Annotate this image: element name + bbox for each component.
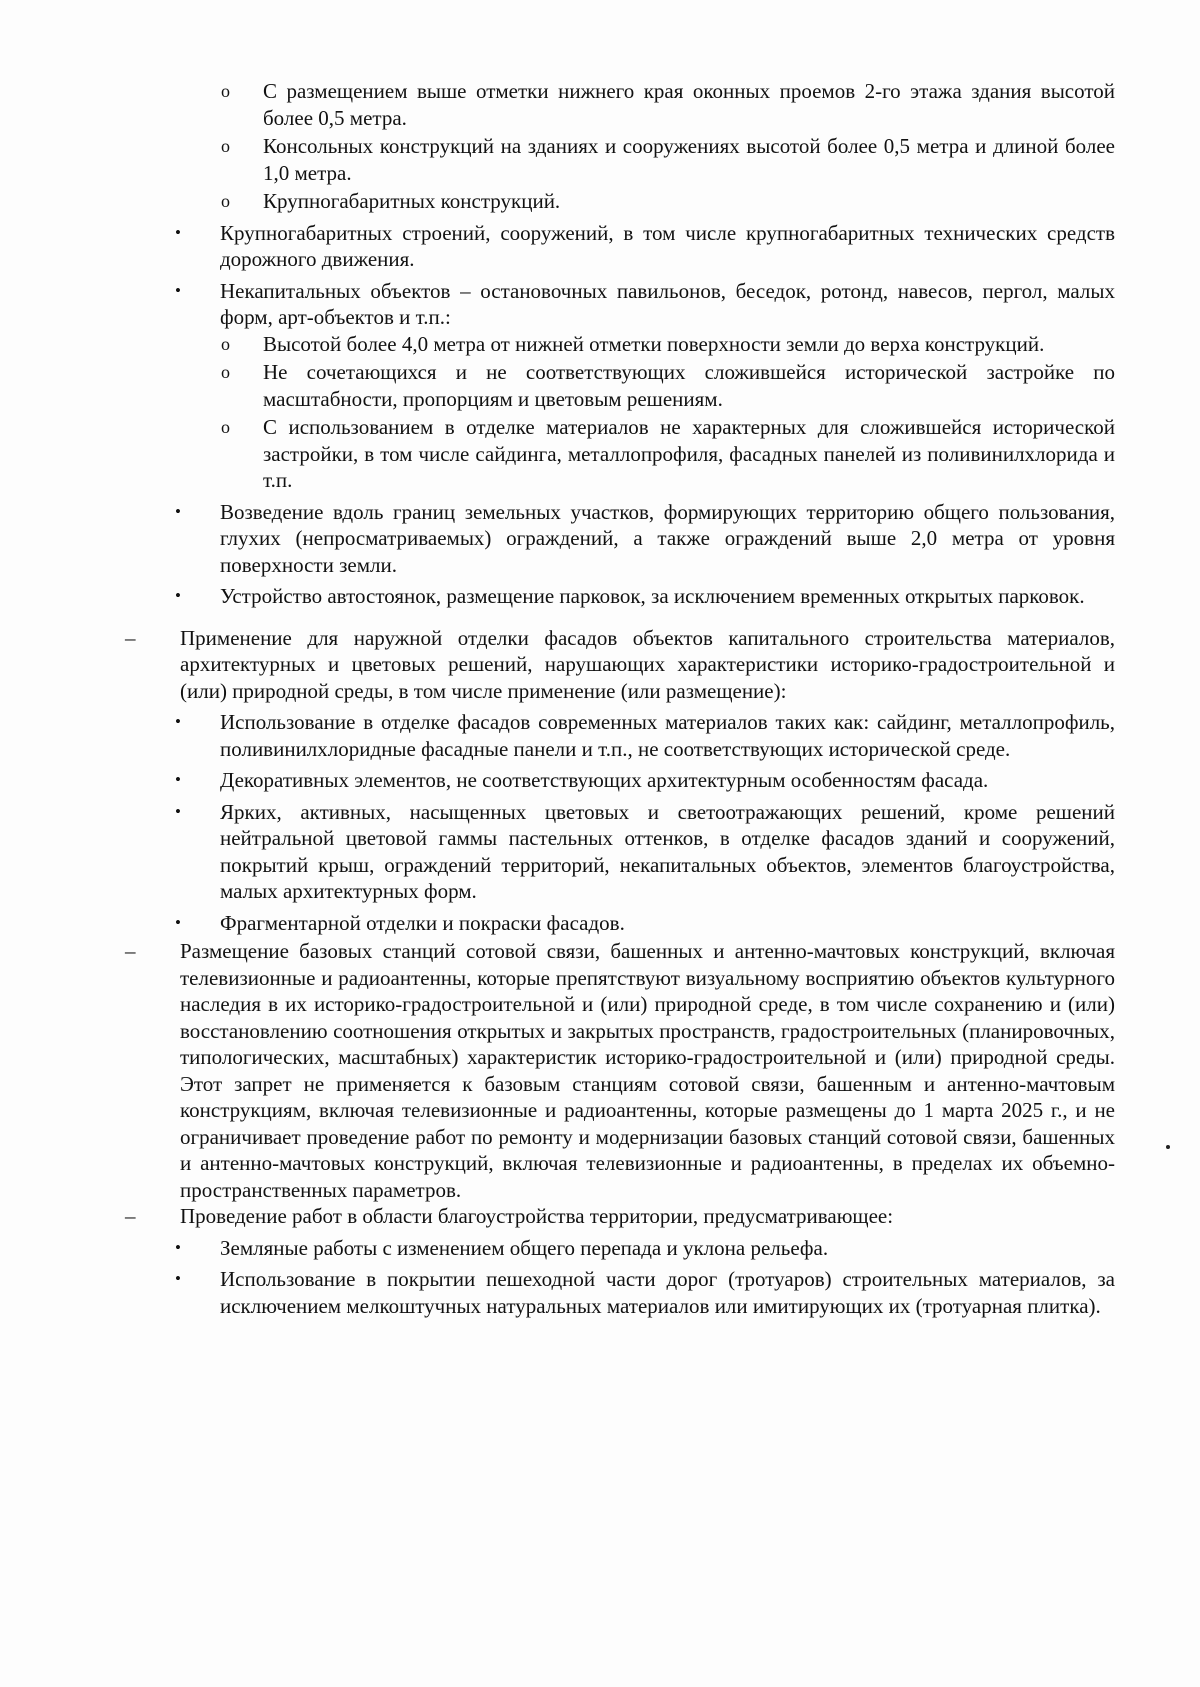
bullet-item xyxy=(125,799,1115,905)
sub-item xyxy=(125,188,1115,215)
bullet-item-text: Использование в покрытии пешеходной части дорог (тротуаров) строительных материалов, за исключением мелкоштучных натуральных материалов или имитирующих их (тротуарная плитка). xyxy=(220,1267,1115,1318)
circle-marker: o xyxy=(221,417,230,437)
sub-item-text: С размещением выше отметки нижнего края оконных проемов 2-го этажа здания высотой более 0,5 метра. xyxy=(263,79,1115,130)
bullet-marker: • xyxy=(175,712,181,731)
bullet-item-text: Ярких, активных, насыщенных цветовых и светоотражающих решений, кроме решений нейтральной цветовой гаммы пастельных оттенков, в отделке фасадов зданий и сооружений, покрытий крыш, ограждений территорий, некапитальных объектов, элементов благоустройства, малых архитектурных форм. xyxy=(220,799,1115,903)
bullet-marker: • xyxy=(175,1237,181,1257)
bullet-marker: • xyxy=(175,222,181,242)
bullet-item xyxy=(125,709,1115,762)
spacer xyxy=(125,610,1115,625)
bullet-item-text: Некапитальных объектов – остановочных павильонов, беседок, ротонд, навесов, пергол, малых форм, арт-объектов и т.п.: xyxy=(220,278,1115,329)
bullet-item-text: Земляные работы с изменением общего перепада и уклона рельефа. xyxy=(220,1235,829,1260)
bullet-item xyxy=(125,1235,1115,1262)
bullet-item-text: Возведение вдоль границ земельных участков, формирующих территорию общего пользования, глухих (непросматриваемых) ограждений, а также ограждений выше 2,0 метра от уровня поверхности земли. xyxy=(220,499,1115,577)
circle-marker: o xyxy=(221,191,230,211)
bullet-item xyxy=(125,278,1115,331)
bullet-marker: • xyxy=(175,586,181,605)
circle-marker: o xyxy=(221,81,230,101)
sub-item xyxy=(125,78,1115,131)
bullet-marker: • xyxy=(175,280,181,300)
dash-item-text: Размещение базовых станций сотовой связи, башенных и антенно-мачтовых конструкций, включая телевизионные и радиоантенны, которые препятствуют визуальному восприятию объектов культурного наследия в их историко-градостроительной и (или) природной среде, в том числе сохранению и (или) восстановлению соотношения открытых и закрытых пространств, градостроительных (планировочных, типологических, масштабных) характеристик историко-градостроительной и (или) природной среды. Этот запрет не применяется к базовым станциям сотовой связи, башенным и антенно-мачтовым конструкциям, включая телевизионные и радиоантенны, которые размещены до 1 марта 2025 г., и не ограничивает проведение работ по ремонту и модернизации базовых станций сотовой связи, башенных и антенно-мачтовых конструкций, включая телевизионные и радиоантенны, в пределах их объемно-пространственных параметров. xyxy=(180,939,1115,1202)
document-body xyxy=(125,78,1115,1319)
bullet-item xyxy=(125,910,1115,937)
sub-item xyxy=(125,359,1115,412)
bullet-item xyxy=(125,583,1115,610)
scan-speck xyxy=(1166,1145,1170,1149)
sub-item xyxy=(125,414,1115,494)
sub-item-text: Крупногабаритных конструкций. xyxy=(263,189,561,213)
dash-item xyxy=(125,625,1115,705)
bullet-item-text: Крупногабаритных строений, сооружений, в том числе крупногабаритных технических средств дорожного движения. xyxy=(220,220,1115,271)
sub-item xyxy=(125,133,1115,186)
dash-marker: – xyxy=(125,1204,136,1228)
sub-item xyxy=(125,331,1115,358)
bullet-item-text: Использование в отделке фасадов современных материалов таких как: сайдинг, металлопрофиль, поливинилхлоридные фасадные панели и т.п., не соответствующих исторической среде. xyxy=(220,710,1115,761)
sub-item-text: Не сочетающихся и не соответствующих сложившейся исторической застройке по масштабности, пропорциям и цветовым решениям. xyxy=(263,360,1115,411)
circle-marker: o xyxy=(221,136,230,156)
bullet-marker: • xyxy=(175,1269,181,1288)
bullet-marker: • xyxy=(175,501,181,521)
sub-item-text: Высотой более 4,0 метра от нижней отметки поверхности земли до верха конструкций. xyxy=(263,331,1045,356)
circle-marker: o xyxy=(221,333,230,354)
bullet-item-text: Декоративных элементов, не соответствующих архитектурным особенностям фасада. xyxy=(220,768,989,792)
dash-marker: – xyxy=(125,939,136,963)
dash-item xyxy=(125,1203,1115,1230)
circle-marker: o xyxy=(221,362,230,382)
dash-marker: – xyxy=(125,625,136,650)
sub-item-text: С использованием в отделке материалов не характерных для сложившейся исторической застройки, в том числе сайдинга, металлопрофиля, фасадных панелей из поливинилхлорида и т.п. xyxy=(263,415,1115,492)
bullet-item-text: Устройство автостоянок, размещение парковок, за исключением временных открытых парковок. xyxy=(220,584,1085,608)
bullet-item-text: Фрагментарной отделки и покраски фасадов. xyxy=(220,910,625,935)
bullet-marker: • xyxy=(175,801,181,821)
dash-item xyxy=(125,938,1115,1203)
bullet-item xyxy=(125,767,1115,794)
bullet-item xyxy=(125,220,1115,273)
bullet-marker: • xyxy=(175,912,181,932)
dash-item-text: Проведение работ в области благоустройства территории, предусматривающее: xyxy=(180,1204,894,1228)
bullet-marker: • xyxy=(175,770,181,789)
bullet-item xyxy=(125,499,1115,579)
sub-item-text: Консольных конструкций на зданиях и сооружениях высотой более 0,5 метра и длиной более 1,0 метра. xyxy=(263,134,1115,185)
dash-item-text: Применение для наружной отделки фасадов объектов капитального строительства материалов, архитектурных и цветовых решений, нарушающих характеристики историко-градостроительной и (или) природной среды, в том числе применение (или размещение): xyxy=(180,625,1115,703)
bullet-item xyxy=(125,1266,1115,1319)
